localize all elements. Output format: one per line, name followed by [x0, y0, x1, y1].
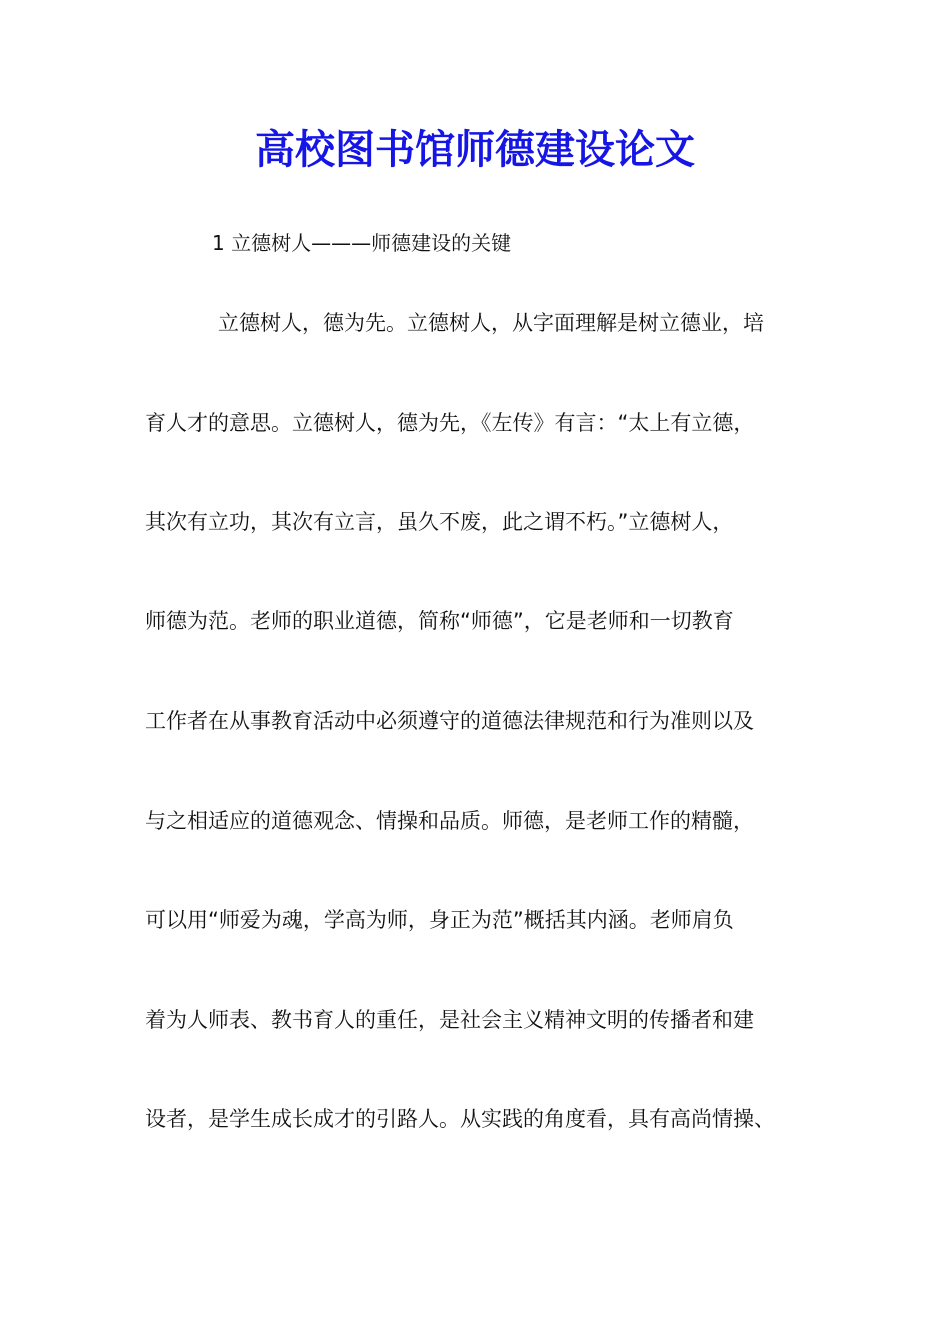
paragraph-line: 育人才的意思。立德树人，德为先，《左传》有言：“太上有立德，: [145, 411, 755, 435]
paragraph-line: 师德为范。老师的职业道德，简称“师德”，它是老师和一切教育: [145, 609, 734, 633]
section-heading: 1 立德树人———师德建设的关键: [212, 231, 512, 255]
paragraph-line: 着为人师表、教书育人的重任，是社会主义精神文明的传播者和建: [145, 1008, 754, 1032]
paragraph-line: 立德树人，德为先。立德树人，从字面理解是树立德业，培: [218, 311, 764, 335]
paragraph-line: 设者，是学生成长成才的引路人。从实践的角度看，具有高尚情操、: [145, 1107, 775, 1131]
paragraph-line: 工作者在从事教育活动中必须遵守的道德法律规范和行为准则以及: [145, 709, 754, 733]
paragraph-line: 与之相适应的道德观念、情操和品质。师德，是老师工作的精髓，: [145, 809, 754, 833]
document-title: 高校图书馆师德建设论文: [255, 126, 695, 173]
paragraph-line: 其次有立功，其次有立言，虽久不废，此之谓不朽。”立德树人，: [145, 510, 734, 534]
paragraph-line: 可以用“师爱为魂，学高为师，身正为范”概括其内涵。老师肩负: [145, 908, 734, 932]
